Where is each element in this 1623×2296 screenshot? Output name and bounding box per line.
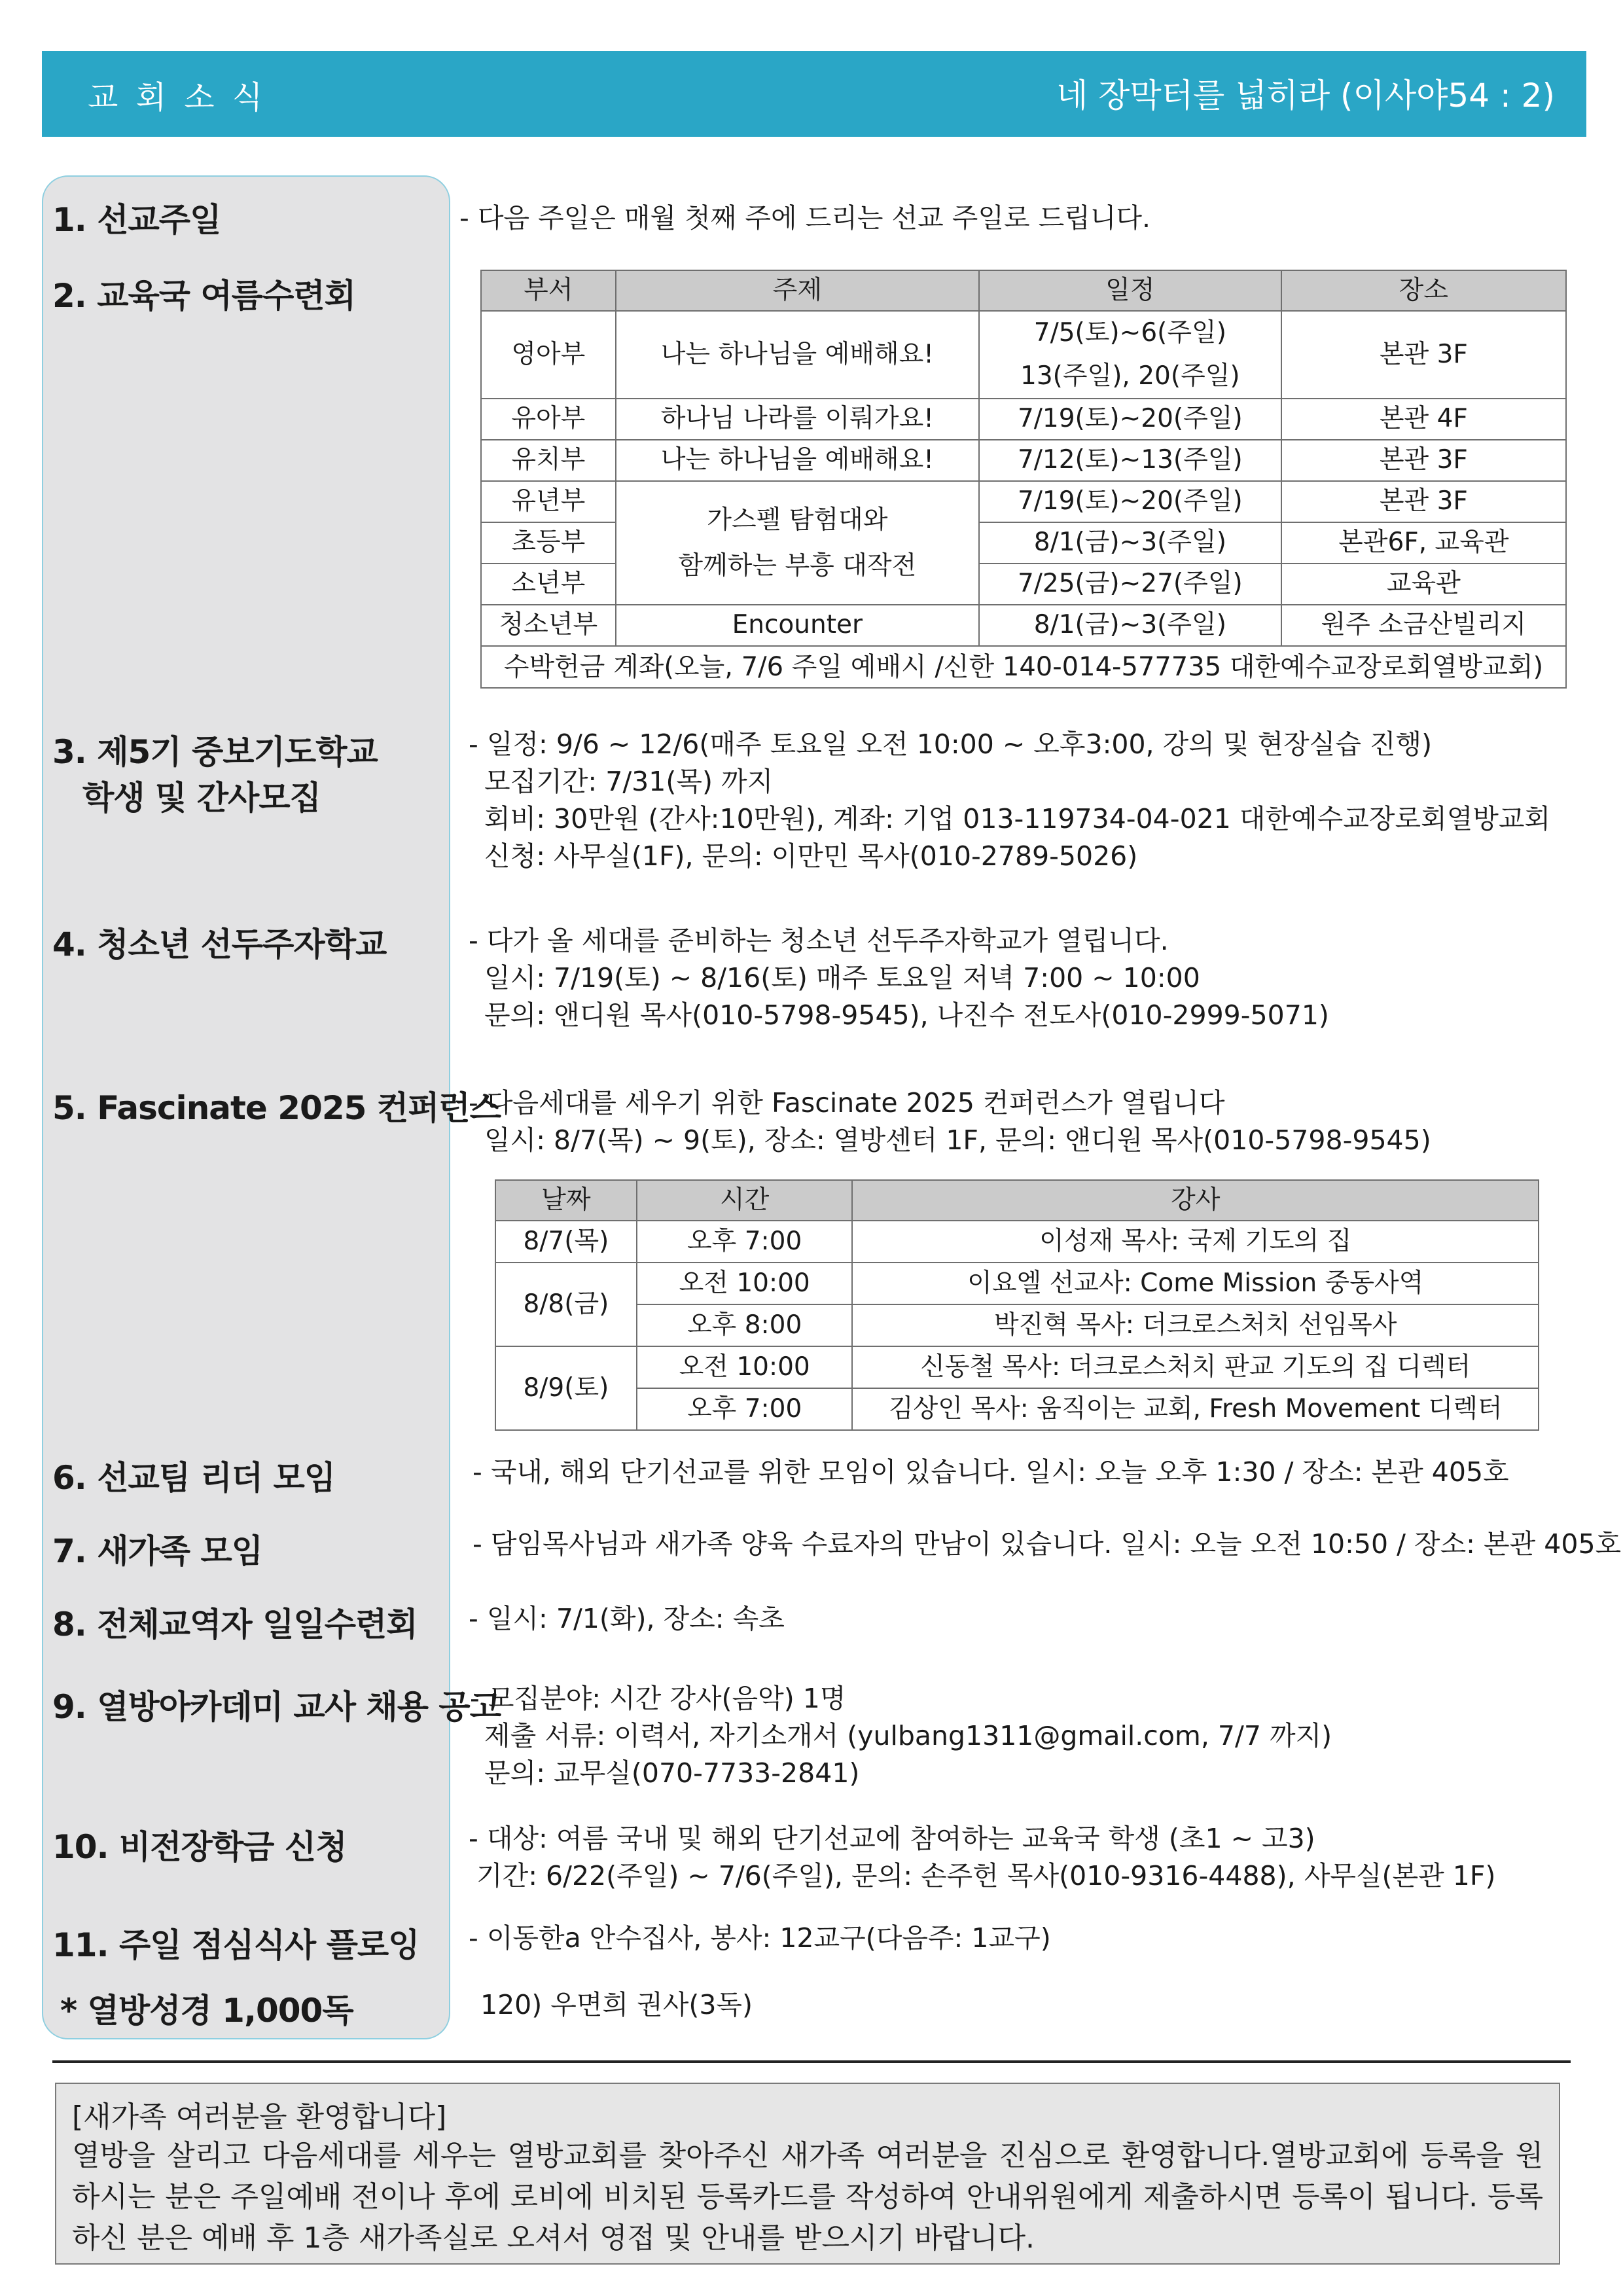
col-header-date: 일정 — [979, 270, 1281, 311]
theme-cell: 하나님 나라를 이뤄가요! — [616, 399, 979, 440]
section-9-line: 제출 서류: 이력서, 자기소개서 (yulbang1311@gmail.com, 7/7 까지) — [484, 1720, 1332, 1751]
theme-cell: 나는 하나님을 예배해요! — [616, 311, 979, 399]
header-scripture: 네 장막터를 넓히라 (이사야54 : 2) — [1056, 77, 1555, 115]
welcome-title: [새가족 여러분을 환영합니다] — [72, 2100, 447, 2134]
time-cell: 오전 10:00 — [637, 1346, 853, 1388]
speaker-cell: 이요엘 선교사: Come Mission 중동사역 — [852, 1263, 1539, 1304]
date-cell: 8/1(금)~3(주일) — [979, 522, 1281, 564]
section-3-title-line-2: 학생 및 간사모집 — [82, 779, 321, 817]
speaker-cell: 박진혁 목사: 더크로스처치 선임목사 — [852, 1304, 1539, 1346]
dept-cell: 유년부 — [481, 481, 616, 522]
header-bar — [42, 51, 1586, 137]
date-cell: 8/7(목) — [495, 1221, 637, 1263]
section-5-line: - 다음세대를 세우기 위한 Fascinate 2025 컨퍼런스가 열립니다 — [469, 1087, 1225, 1119]
section-3-title-line-1: 3. 제5기 중보기도학교 — [52, 733, 378, 771]
dept-cell: 초등부 — [481, 522, 616, 564]
welcome-box — [55, 2083, 1560, 2265]
dept-cell: 영아부 — [481, 311, 616, 399]
table-row — [495, 1221, 1539, 1263]
section-9-title: 9. 열방아카데미 교사 채용 공고 — [52, 1688, 501, 1726]
section-11-line: - 이동한a 안수집사, 봉사: 12교구(다음주: 1교구) — [469, 1922, 1051, 1954]
time-cell: 오후 7:00 — [637, 1388, 853, 1430]
table-row — [481, 311, 1566, 399]
place-cell: 본관 3F — [1281, 440, 1566, 481]
section-1-title: 1. 선교주일 — [52, 201, 221, 239]
dept-cell: 청소년부 — [481, 605, 616, 646]
place-cell: 원주 소금산빌리지 — [1281, 605, 1566, 646]
col-header-theme: 주제 — [616, 270, 979, 311]
table-footer-row — [481, 646, 1566, 688]
section-3-line: 모집기간: 7/31(목) 까지 — [484, 766, 774, 797]
section-6-title: 6. 선교팀 리더 모임 — [52, 1459, 336, 1497]
theme-cell: 나는 하나님을 예배해요! — [616, 440, 979, 481]
table-row — [495, 1263, 1539, 1304]
section-2-title: 2. 교육국 여름수련회 — [52, 277, 355, 315]
place-cell: 본관 3F — [1281, 311, 1566, 399]
section-4-title: 4. 청소년 선두주자학교 — [52, 925, 387, 963]
summer-retreat-table — [480, 270, 1567, 689]
welcome-body: 열방을 살리고 다음세대를 세우는 열방교회를 찾아주신 새가족 여러분을 진심으로 환영합니다.열방교회에 등록을 원하시는 분은 주일예배 전이나 후에 로비에 비치된 등록카드를 작성하여 안내위원에게 제출하시면 등록이 됩니다. 등록하신 분은 예배 후 1층 새가족실로 오셔서 영접 및 안내를 받으시기 바랍니다. — [72, 2139, 1543, 2255]
date-cell: 7/19(토)~20(주일) — [979, 481, 1281, 522]
table-row — [481, 399, 1566, 440]
table-row — [495, 1388, 1539, 1430]
table-row — [495, 1304, 1539, 1346]
col-header-time: 시간 — [637, 1180, 853, 1221]
col-header-date: 날짜 — [495, 1180, 637, 1221]
section-7-title: 7. 새가족 모임 — [52, 1532, 263, 1570]
section-3-line: - 일정: 9/6 ~ 12/6(매주 토요일 오전 10:00 ~ 오후3:00, 강의 및 현장실습 진행) — [469, 728, 1433, 760]
watermelon-offering-account: 수박헌금 계좌(오늘, 7/6 주일 예배시 /신한 140-014-577735 대한예수교장로회열방교회) — [481, 646, 1566, 688]
dept-cell: 유치부 — [481, 440, 616, 481]
date-cell: 7/19(토)~20(주일) — [979, 399, 1281, 440]
speaker-cell: 이성재 목사: 국제 기도의 집 — [852, 1221, 1539, 1263]
section-7-line: - 담임목사님과 새가족 양육 수료자의 만남이 있습니다. 일시: 오늘 오전 10:50 / 장소: 본관 405호 — [473, 1528, 1622, 1560]
date-cell: 8/8(금) — [495, 1263, 637, 1346]
theme-cell: Encounter — [616, 605, 979, 646]
speaker-cell: 신동철 목사: 더크로스처치 판교 기도의 집 디렉터 — [852, 1346, 1539, 1388]
date-cell: 8/1(금)~3(주일) — [979, 605, 1281, 646]
section-8-title: 8. 전체교역자 일일수련회 — [52, 1605, 418, 1643]
dept-cell: 소년부 — [481, 564, 616, 605]
time-cell: 오후 8:00 — [637, 1304, 853, 1346]
section-10-title: 10. 비전장학금 신청 — [52, 1828, 347, 1866]
time-cell: 오전 10:00 — [637, 1263, 853, 1304]
place-cell: 본관 3F — [1281, 481, 1566, 522]
section-9-line: - 모집분야: 시간 강사(음악) 1명 — [470, 1683, 846, 1714]
date-line-2: 13(주일), 20(주일) — [1020, 361, 1240, 391]
table-row — [481, 440, 1566, 481]
col-header-speaker: 강사 — [852, 1180, 1539, 1221]
speaker-cell: 김상인 목사: 움직이는 교회, Fresh Movement 디렉터 — [852, 1388, 1539, 1430]
section-1-line: - 다음 주일은 매월 첫째 주에 드리는 선교 주일로 드립니다. — [459, 202, 1151, 234]
place-cell: 본관6F, 교육관 — [1281, 522, 1566, 564]
header-left-title: 교 회 소 식 — [88, 79, 267, 116]
section-10-line: - 대상: 여름 국내 및 해외 단기선교에 참여하는 교육국 학생 (초1 ~ 고3) — [469, 1823, 1315, 1854]
col-header-dept: 부서 — [481, 270, 616, 311]
date-cell: 7/25(금)~27(주일) — [979, 564, 1281, 605]
section-3-line: 신청: 사무실(1F), 문의: 이만민 목사(010-2789-5026) — [484, 840, 1138, 872]
bible-reading-line: 120) 우면희 권사(3독) — [480, 1989, 753, 2020]
dept-cell: 유아부 — [481, 399, 616, 440]
theme-line-2: 함께하는 부흥 대작전 — [678, 550, 917, 581]
table-header-row — [481, 270, 1566, 311]
section-8-line: - 일시: 7/1(화), 장소: 속초 — [469, 1603, 785, 1634]
theme-cell — [616, 481, 979, 605]
table-row — [481, 481, 1566, 522]
date-cell: 8/9(토) — [495, 1346, 637, 1430]
time-cell: 오후 7:00 — [637, 1221, 853, 1263]
section-5-title: 5. Fascinate 2025 컨퍼런스 — [52, 1089, 501, 1127]
date-line-1: 7/5(토)~6(주일) — [1033, 318, 1226, 348]
place-cell: 본관 4F — [1281, 399, 1566, 440]
section-9-line: 문의: 교무실(070-7733-2841) — [484, 1757, 860, 1789]
table-header-row — [495, 1180, 1539, 1221]
bible-reading-title: * 열방성경 1,000독 — [60, 1992, 353, 2030]
section-4-line: - 다가 올 세대를 준비하는 청소년 선두주자학교가 열립니다. — [469, 925, 1169, 956]
section-11-title: 11. 주일 점심식사 플로잉 — [52, 1926, 419, 1964]
col-header-place: 장소 — [1281, 270, 1566, 311]
date-cell: 7/12(토)~13(주일) — [979, 440, 1281, 481]
section-5-line: 일시: 8/7(목) ~ 9(토), 장소: 열방센터 1F, 문의: 앤디원 목사(010-5798-9545) — [484, 1124, 1431, 1156]
place-cell: 교육관 — [1281, 564, 1566, 605]
table-row — [481, 605, 1566, 646]
section-3-line: 회비: 30만원 (간사:10만원), 계좌: 기업 013-119734-04-021 대한예수교장로회열방교회 — [484, 803, 1551, 834]
section-3-title — [52, 729, 378, 821]
table-row — [495, 1346, 1539, 1388]
section-4-line: 일시: 7/19(토) ~ 8/16(토) 매주 토요일 저녁 7:00 ~ 10:00 — [484, 962, 1200, 994]
date-cell — [979, 311, 1281, 399]
section-4-line: 문의: 앤디원 목사(010-5798-9545), 나진수 전도사(010-2999-5071) — [484, 999, 1329, 1031]
section-6-line: - 국내, 해외 단기선교를 위한 모임이 있습니다. 일시: 오늘 오후 1:30 / 장소: 본관 405호 — [473, 1456, 1509, 1488]
conference-schedule-table — [495, 1179, 1539, 1431]
footer-divider — [52, 2060, 1571, 2063]
section-10-line: 기간: 6/22(주일) ~ 7/6(주일), 문의: 손주헌 목사(010-9316-4488), 사무실(본관 1F) — [476, 1860, 1496, 1892]
theme-line-1: 가스펠 탐험대와 — [707, 505, 888, 535]
